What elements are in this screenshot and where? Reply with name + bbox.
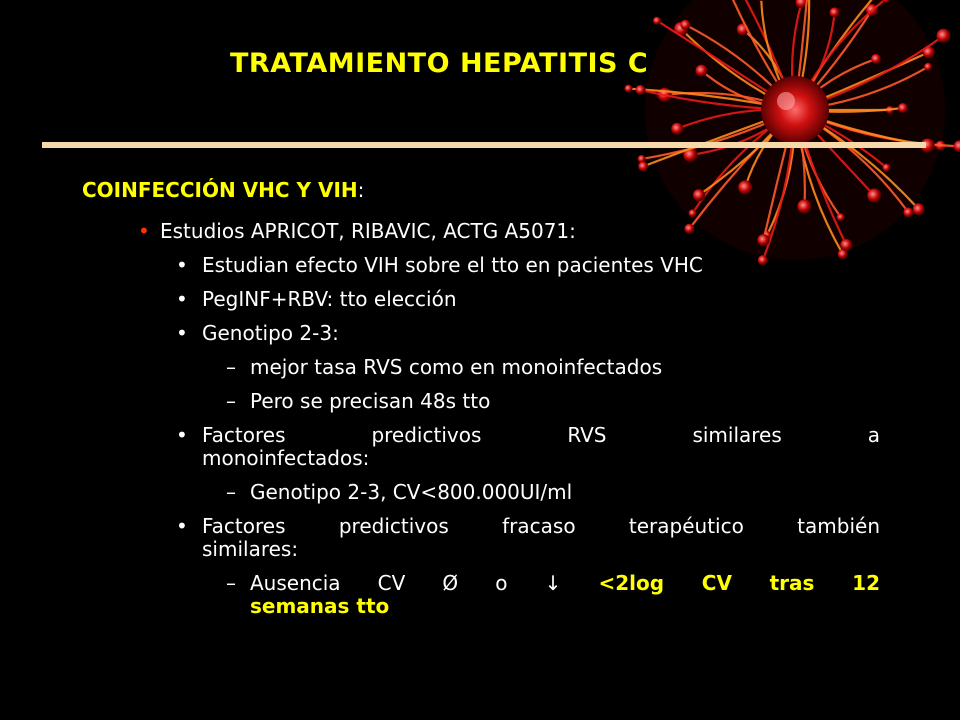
list-item-text: Estudian efecto VIH sobre el tto en pacientes VHC (202, 253, 703, 277)
firework-decoration-icon (580, 0, 960, 280)
plain-text: Ausencia CV Ø o ↓ (250, 571, 562, 595)
sub-list-item-text: Genotipo 2-3, CV<800.000UI/ml (250, 480, 573, 504)
dash-icon: – (226, 389, 236, 413)
dash-icon: – (226, 355, 236, 379)
list-item (172, 288, 880, 311)
list-item-text-line2: similares: (202, 537, 299, 561)
slide-title: TRATAMIENTO HEPATITIS C (230, 48, 649, 79)
bullet-dot-icon: • (176, 321, 188, 345)
list-item-text: Genotipo 2-3: (202, 321, 339, 345)
list-item (172, 515, 880, 561)
list-item-text: PegINF+RBV: tto elección (202, 287, 457, 311)
sub-list-item (172, 356, 880, 379)
list-item (172, 322, 880, 345)
section-title (82, 178, 364, 202)
list-item-text-line1: Factores predictivos RVS similares a (202, 423, 880, 447)
bullet-dot-icon: • (176, 253, 188, 277)
sub-list-item (172, 390, 880, 413)
highlight-text: <2log CV tras 12 (598, 571, 880, 595)
sub-list-item (172, 481, 880, 504)
level1-bullet-text: Estudios APRICOT, RIBAVIC, ACTG A5071: (160, 219, 576, 243)
bullet-dot-icon: • (176, 287, 188, 311)
sub-list-item-text: mejor tasa RVS como en monoinfectados (250, 355, 663, 379)
section-title-colon: : (357, 178, 365, 202)
list-item-text-line2: monoinfectados: (202, 446, 370, 470)
bullet-dot-icon: • (138, 219, 150, 243)
sub-list-item (172, 572, 880, 618)
dash-icon: – (226, 480, 236, 504)
dash-icon: – (226, 571, 236, 595)
sub-list-item-text: Pero se precisan 48s tto (250, 389, 491, 413)
sub-list-item-text-line1 (250, 572, 880, 595)
highlight-text-line2: semanas tto (250, 594, 390, 618)
bullet-dot-icon: • (176, 423, 188, 447)
section-title-text: COINFECCIÓN VHC Y VIH (82, 178, 358, 202)
list-item (172, 254, 880, 277)
bullet-dot-icon: • (176, 514, 188, 538)
bullet-list (172, 254, 880, 629)
title-divider (42, 142, 926, 148)
list-item (172, 424, 880, 470)
list-item-text-line1: Factores predictivos fracaso terapéutico también (202, 514, 880, 538)
